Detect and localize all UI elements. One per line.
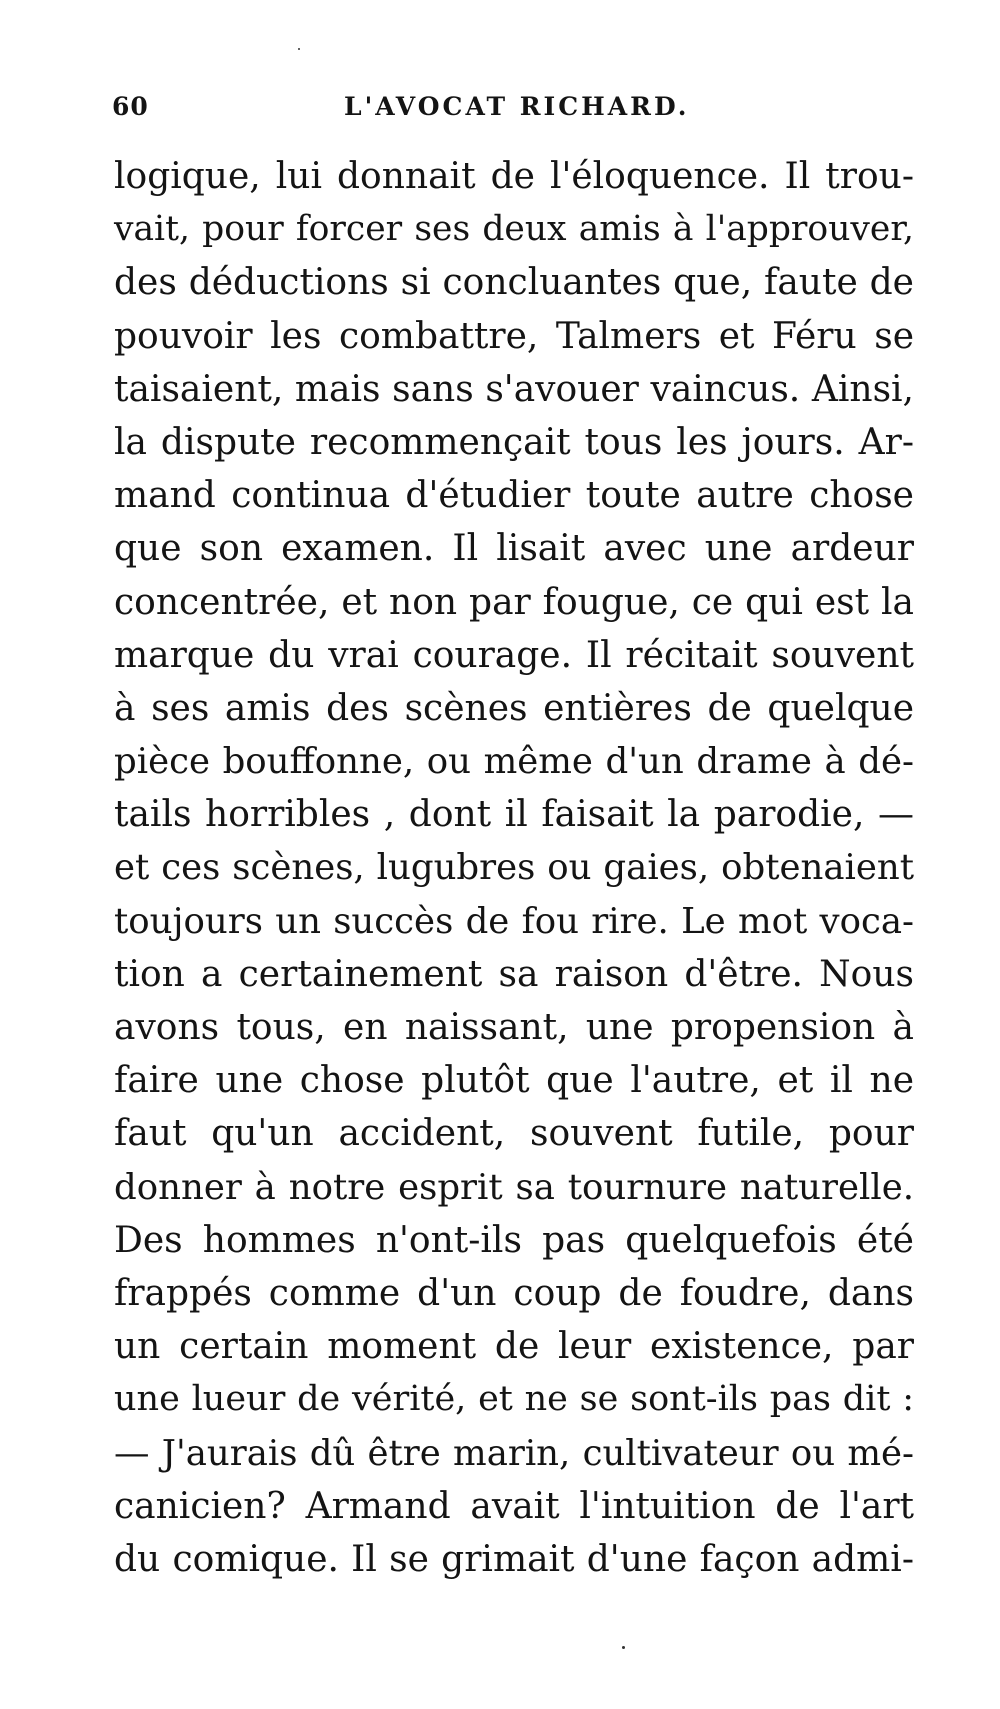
text-line: concentrée, et non par fougue, ce qui est la bbox=[114, 581, 914, 623]
text-line: — J'aurais dû être marin, cultivateur ou mé- bbox=[114, 1432, 914, 1474]
text-line: pièce bouffonne, ou même d'un drame à dé- bbox=[114, 741, 914, 783]
text-line: faut qu'un accident, souvent futile, pour bbox=[114, 1113, 914, 1155]
page-number: 60 bbox=[112, 92, 149, 121]
text-line: mand continua d'étudier toute autre chose bbox=[114, 475, 914, 517]
body-text bbox=[114, 150, 914, 1586]
running-title: L'AVOCAT RICHARD. bbox=[344, 92, 690, 121]
page-header bbox=[112, 92, 902, 132]
text-line: à ses amis des scènes entières de quelque bbox=[114, 687, 914, 729]
text-line: logique, lui donnait de l'éloquence. Il trou- bbox=[114, 156, 914, 197]
text-line: avons tous, en naissant, une propension à bbox=[114, 1007, 914, 1048]
text-line: du comique. Il se grimait d'une façon admi- bbox=[114, 1538, 914, 1580]
text-line: tails horribles , dont il faisait la parodie, — bbox=[114, 794, 914, 836]
print-speck bbox=[622, 1646, 625, 1649]
text-line: taisaient, mais sans s'avouer vaincus. Ainsi, bbox=[114, 368, 914, 410]
text-line: un certain moment de leur existence, par bbox=[114, 1326, 914, 1368]
text-line: une lueur de vérité, et ne se sont-ils pas dit : bbox=[114, 1379, 914, 1420]
text-line: canicien? Armand avait l'intuition de l'art bbox=[114, 1485, 914, 1527]
text-line: et ces scènes, lugubres ou gaies, obtenaient bbox=[114, 847, 914, 889]
text-line: tion a certainement sa raison d'être. Nous bbox=[114, 953, 914, 995]
text-line: pouvoir les combattre, Talmers et Féru se bbox=[114, 315, 914, 357]
text-line: des déductions si concluantes que, faute de bbox=[114, 262, 914, 304]
text-line: toujours un succès de fou rire. Le mot voca- bbox=[114, 900, 914, 942]
text-line: donner à notre esprit sa tournure naturelle. bbox=[114, 1166, 914, 1208]
print-speck bbox=[298, 48, 300, 50]
text-line: Des hommes n'ont-ils pas quelquefois été bbox=[114, 1219, 914, 1261]
text-line: frappés comme d'un coup de foudre, dans bbox=[114, 1272, 914, 1314]
text-line: faire une chose plutôt que l'autre, et il ne bbox=[114, 1060, 914, 1102]
text-line: marque du vrai courage. Il récitait souvent bbox=[114, 634, 914, 676]
text-line: que son examen. Il lisait avec une ardeur bbox=[114, 528, 914, 570]
text-line: vait, pour forcer ses deux amis à l'approuver, bbox=[114, 209, 914, 250]
text-line: la dispute recommençait tous les jours. Ar- bbox=[114, 421, 914, 463]
